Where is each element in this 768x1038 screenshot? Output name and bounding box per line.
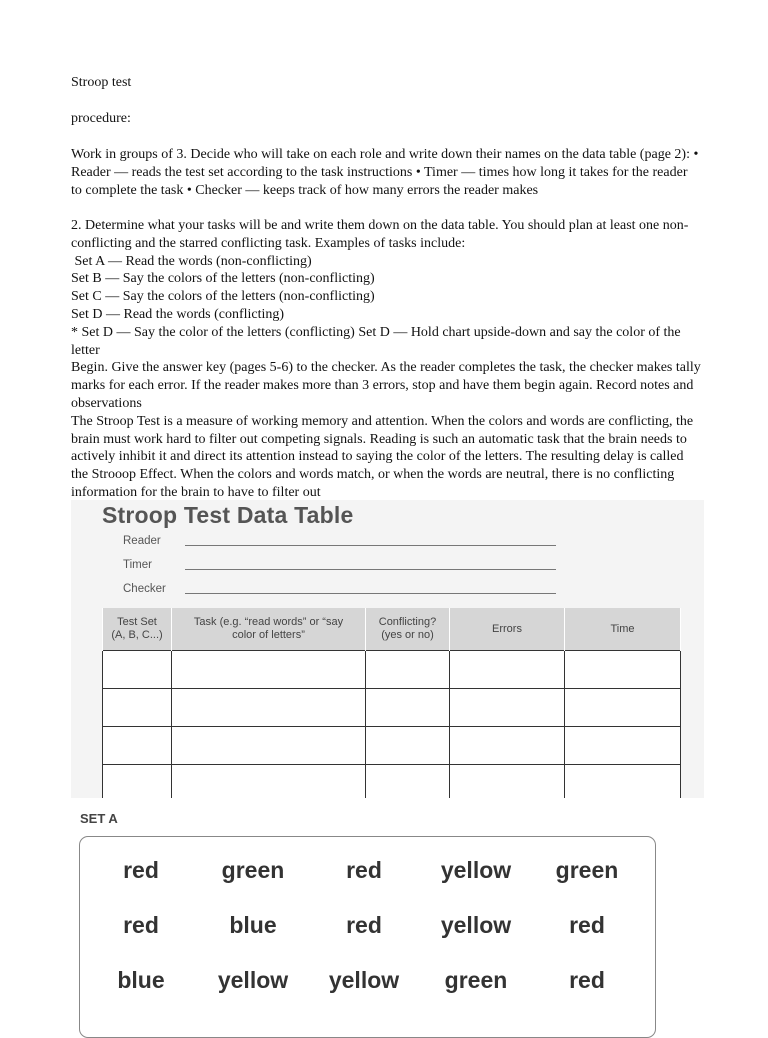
table-cell[interactable] — [172, 727, 366, 765]
role-label-checker: Checker — [123, 583, 166, 595]
table-cell[interactable] — [172, 765, 366, 799]
set-a-word: red — [346, 912, 382, 938]
instruction-line: * Set D — Say the color of the letters (conflicting) Set D — Hold chart upside-down and say the color of the letter — [71, 324, 681, 358]
table-cell[interactable] — [565, 765, 681, 799]
col-header-errors: Errors — [450, 608, 565, 651]
table-header-row — [103, 608, 681, 651]
table-cell[interactable] — [103, 765, 172, 799]
set-a-word: yellow — [328, 967, 400, 993]
table-cell[interactable] — [366, 689, 450, 727]
set-a-word-grid — [79, 836, 656, 1038]
set-a-word: red — [123, 857, 159, 883]
instruction-line: Set D — Read the words (conflicting) — [71, 306, 285, 322]
data-table — [102, 608, 680, 798]
instruction-line: Set A — Read the words (non-conflicting) — [71, 253, 312, 269]
set-a-label: SET A — [80, 811, 118, 826]
set-a-word: blue — [229, 912, 277, 938]
table-cell[interactable] — [172, 689, 366, 727]
procedure-label: procedure: — [71, 111, 131, 126]
set-a-word: blue — [117, 967, 165, 993]
table-cell[interactable] — [450, 651, 565, 689]
table-cell[interactable] — [366, 651, 450, 689]
table-row — [103, 727, 681, 765]
col-header-time: Time — [565, 608, 681, 651]
table-cell[interactable] — [450, 765, 565, 799]
data-table-title: Stroop Test Data Table — [102, 502, 354, 528]
set-a-word: yellow — [440, 912, 512, 938]
checker-name-line[interactable] — [185, 593, 556, 594]
reader-name-line[interactable] — [185, 545, 556, 546]
set-a-word: red — [569, 912, 605, 938]
table-cell[interactable] — [450, 689, 565, 727]
set-a-word: green — [444, 967, 508, 993]
instruction-line: Set C — Say the colors of the letters (non-conflicting) — [71, 289, 375, 305]
table-cell[interactable] — [565, 651, 681, 689]
data-table-figure — [71, 500, 704, 798]
role-label-reader: Reader — [123, 535, 161, 547]
col-header-task: Task (e.g. “read words” or “say color of letters” — [172, 608, 366, 651]
role-label-timer: Timer — [123, 559, 152, 571]
table-cell[interactable] — [366, 765, 450, 799]
groups-paragraph: Work in groups of 3. Decide who will take on each role and write down their names on the data table (page 2): • Reader — reads the test set according to the task instructions • Timer — times how long it takes for the reader to complete the task • Checker — keeps track of how many errors the reader makes — [71, 147, 699, 198]
set-a-word: yellow — [440, 857, 512, 883]
table-cell[interactable] — [366, 727, 450, 765]
table-row — [103, 765, 681, 799]
table-cell[interactable] — [103, 689, 172, 727]
set-a-word: red — [569, 967, 605, 993]
col-header-test-set: Test Set (A, B, C...) — [103, 608, 172, 651]
table-cell[interactable] — [103, 727, 172, 765]
table-cell[interactable] — [450, 727, 565, 765]
instruction-line: The Stroop Test is a measure of working memory and attention. When the colors and words are conflicting, the brain must work hard to filter out competing signals. Reading is such an automatic task that the brain needs to actively inhibit it and direct its attention instead to saying the color of the letters. The resulting delay is called the Strooop Effect. When the colors and words match, or when the words are neutral, there is no conflicting information for the brain to have to filter out — [71, 413, 694, 500]
table-cell[interactable] — [565, 727, 681, 765]
timer-name-line[interactable] — [185, 569, 556, 570]
table-cell[interactable] — [103, 651, 172, 689]
instruction-line: Set B — Say the colors of the letters (non-conflicting) — [71, 271, 375, 287]
instruction-line: Begin. Give the answer key (pages 5-6) to the checker. As the reader completes the task, the checker makes tally marks for each error. If the reader makes more than 3 errors, stop and have them begin again. Record notes and observations — [71, 360, 701, 411]
set-a-word: green — [221, 857, 285, 883]
set-a-word: red — [123, 912, 159, 938]
instruction-line: 2. Determine what your tasks will be and write them down on the data table. You should plan at least one non-conflicting and the starred conflicting task. Examples of tasks include: — [71, 218, 689, 251]
col-header-conflicting: Conflicting? (yes or no) — [366, 608, 450, 651]
document-title: Stroop test — [71, 75, 132, 90]
set-a-word: yellow — [217, 967, 289, 993]
table-row — [103, 651, 681, 689]
set-a-word: green — [555, 857, 619, 883]
table-cell[interactable] — [565, 689, 681, 727]
table-cell[interactable] — [172, 651, 366, 689]
set-a-word: red — [346, 857, 382, 883]
task-instructions — [71, 217, 701, 502]
table-row — [103, 689, 681, 727]
